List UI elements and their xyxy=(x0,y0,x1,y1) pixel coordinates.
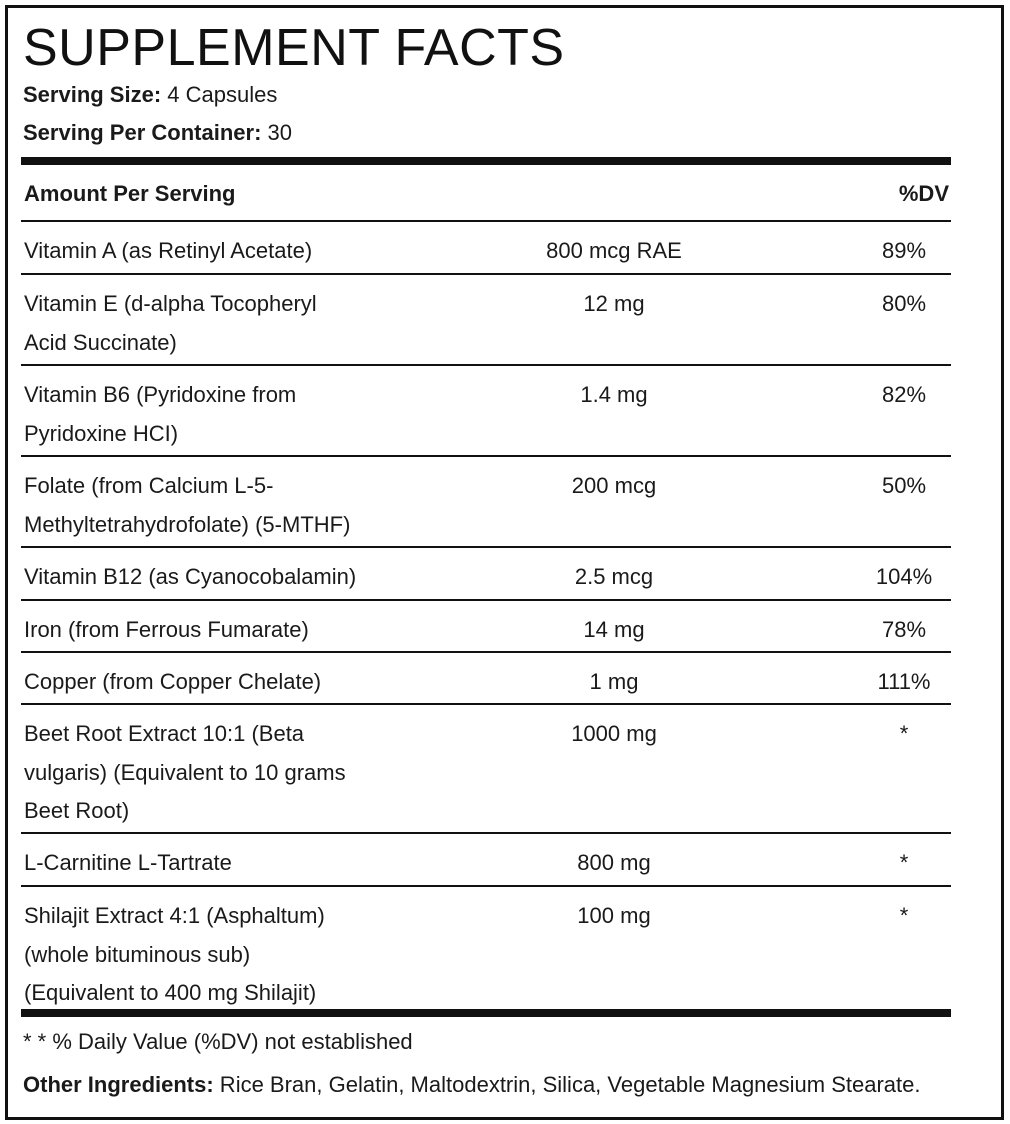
serving-size-line xyxy=(23,81,277,109)
supplement-facts-panel xyxy=(5,5,1004,1120)
nutrient-dv: 104% xyxy=(875,564,933,589)
daily-value-footnote: * * % Daily Value (%DV) not established xyxy=(23,1029,413,1054)
nutrient-name: Iron (from Ferrous Fumarate) xyxy=(24,617,309,642)
header-amount-per-serving: Amount Per Serving xyxy=(24,181,236,206)
nutrient-amount: 1000 mg xyxy=(571,721,657,746)
nutrient-amount: 1.4 mg xyxy=(580,382,648,407)
nutrient-amount: 800 mcg RAE xyxy=(546,238,682,263)
other-ingredients-line xyxy=(23,1071,921,1099)
nutrient-dv: 50% xyxy=(881,473,927,498)
bottom-thick-divider xyxy=(21,1009,951,1017)
table-row xyxy=(21,457,951,546)
other-ingredients-value: Rice Bran, Gelatin, Maltodextrin, Silica, Vegetable Magnesium Stearate. xyxy=(213,1072,921,1097)
nutrient-amount: 12 mg xyxy=(583,291,645,316)
header-percent-dv: %DV xyxy=(898,181,949,206)
nutrient-name: Vitamin B6 (Pyridoxine from Pyridoxine HCI) xyxy=(24,382,297,446)
nutrient-dv: * xyxy=(899,721,909,746)
nutrient-dv: 82% xyxy=(881,382,927,407)
table-header-row xyxy=(21,165,951,215)
nutrient-dv: 111% xyxy=(877,669,931,694)
top-thick-divider xyxy=(21,157,951,165)
servings-per-container-line xyxy=(23,119,292,147)
table-row xyxy=(21,887,951,1009)
table-row xyxy=(21,705,951,832)
nutrient-amount: 200 mcg xyxy=(571,473,657,498)
nutrient-dv: 78% xyxy=(881,617,927,642)
nutrient-dv: 80% xyxy=(881,291,927,316)
other-ingredients-label: Other Ingredients: xyxy=(23,1072,214,1097)
nutrient-name: Vitamin A (as Retinyl Acetate) xyxy=(24,238,313,263)
nutrient-name: Vitamin B12 (as Cyanocobalamin) xyxy=(24,564,357,589)
serving-size-value: 4 Capsules xyxy=(167,82,278,107)
servings-per-container-label: Serving Per Container: xyxy=(23,120,262,145)
table-row xyxy=(21,601,951,651)
table-row xyxy=(21,653,951,703)
nutrient-name: Shilajit Extract 4:1 (Asphaltum) (whole bituminous sub) (Equivalent to 400 mg Shilajit) xyxy=(24,903,325,1005)
nutrient-name: Vitamin E (d-alpha Tocopheryl Acid Succinate) xyxy=(24,291,317,355)
table-row xyxy=(21,222,951,273)
serving-size-label: Serving Size: xyxy=(23,82,162,107)
nutrient-dv: * xyxy=(899,903,909,928)
nutrient-dv: 89% xyxy=(881,238,927,263)
nutrient-amount: 14 mg xyxy=(583,617,645,642)
table-row xyxy=(21,366,951,455)
nutrient-name: Beet Root Extract 10:1 (Beta vulgaris) (Equivalent to 10 grams Beet Root) xyxy=(24,721,346,823)
nutrient-amount: 100 mg xyxy=(577,903,651,928)
table-row xyxy=(21,834,951,885)
nutrient-name: Folate (from Calcium L-5- Methyltetrahydrofolate) (5-MTHF) xyxy=(24,473,351,537)
table-row xyxy=(21,548,951,599)
nutrient-amount: 800 mg xyxy=(577,850,651,875)
panel-title: SUPPLEMENT FACTS xyxy=(23,19,565,77)
nutrient-dv: * xyxy=(899,850,909,875)
nutrient-name: Copper (from Copper Chelate) xyxy=(24,669,322,694)
table-row xyxy=(21,275,951,364)
servings-per-container-value: 30 xyxy=(267,120,292,145)
nutrient-amount: 1 mg xyxy=(589,669,639,694)
nutrient-name: L-Carnitine L-Tartrate xyxy=(24,850,232,875)
nutrient-amount: 2.5 mcg xyxy=(574,564,654,589)
